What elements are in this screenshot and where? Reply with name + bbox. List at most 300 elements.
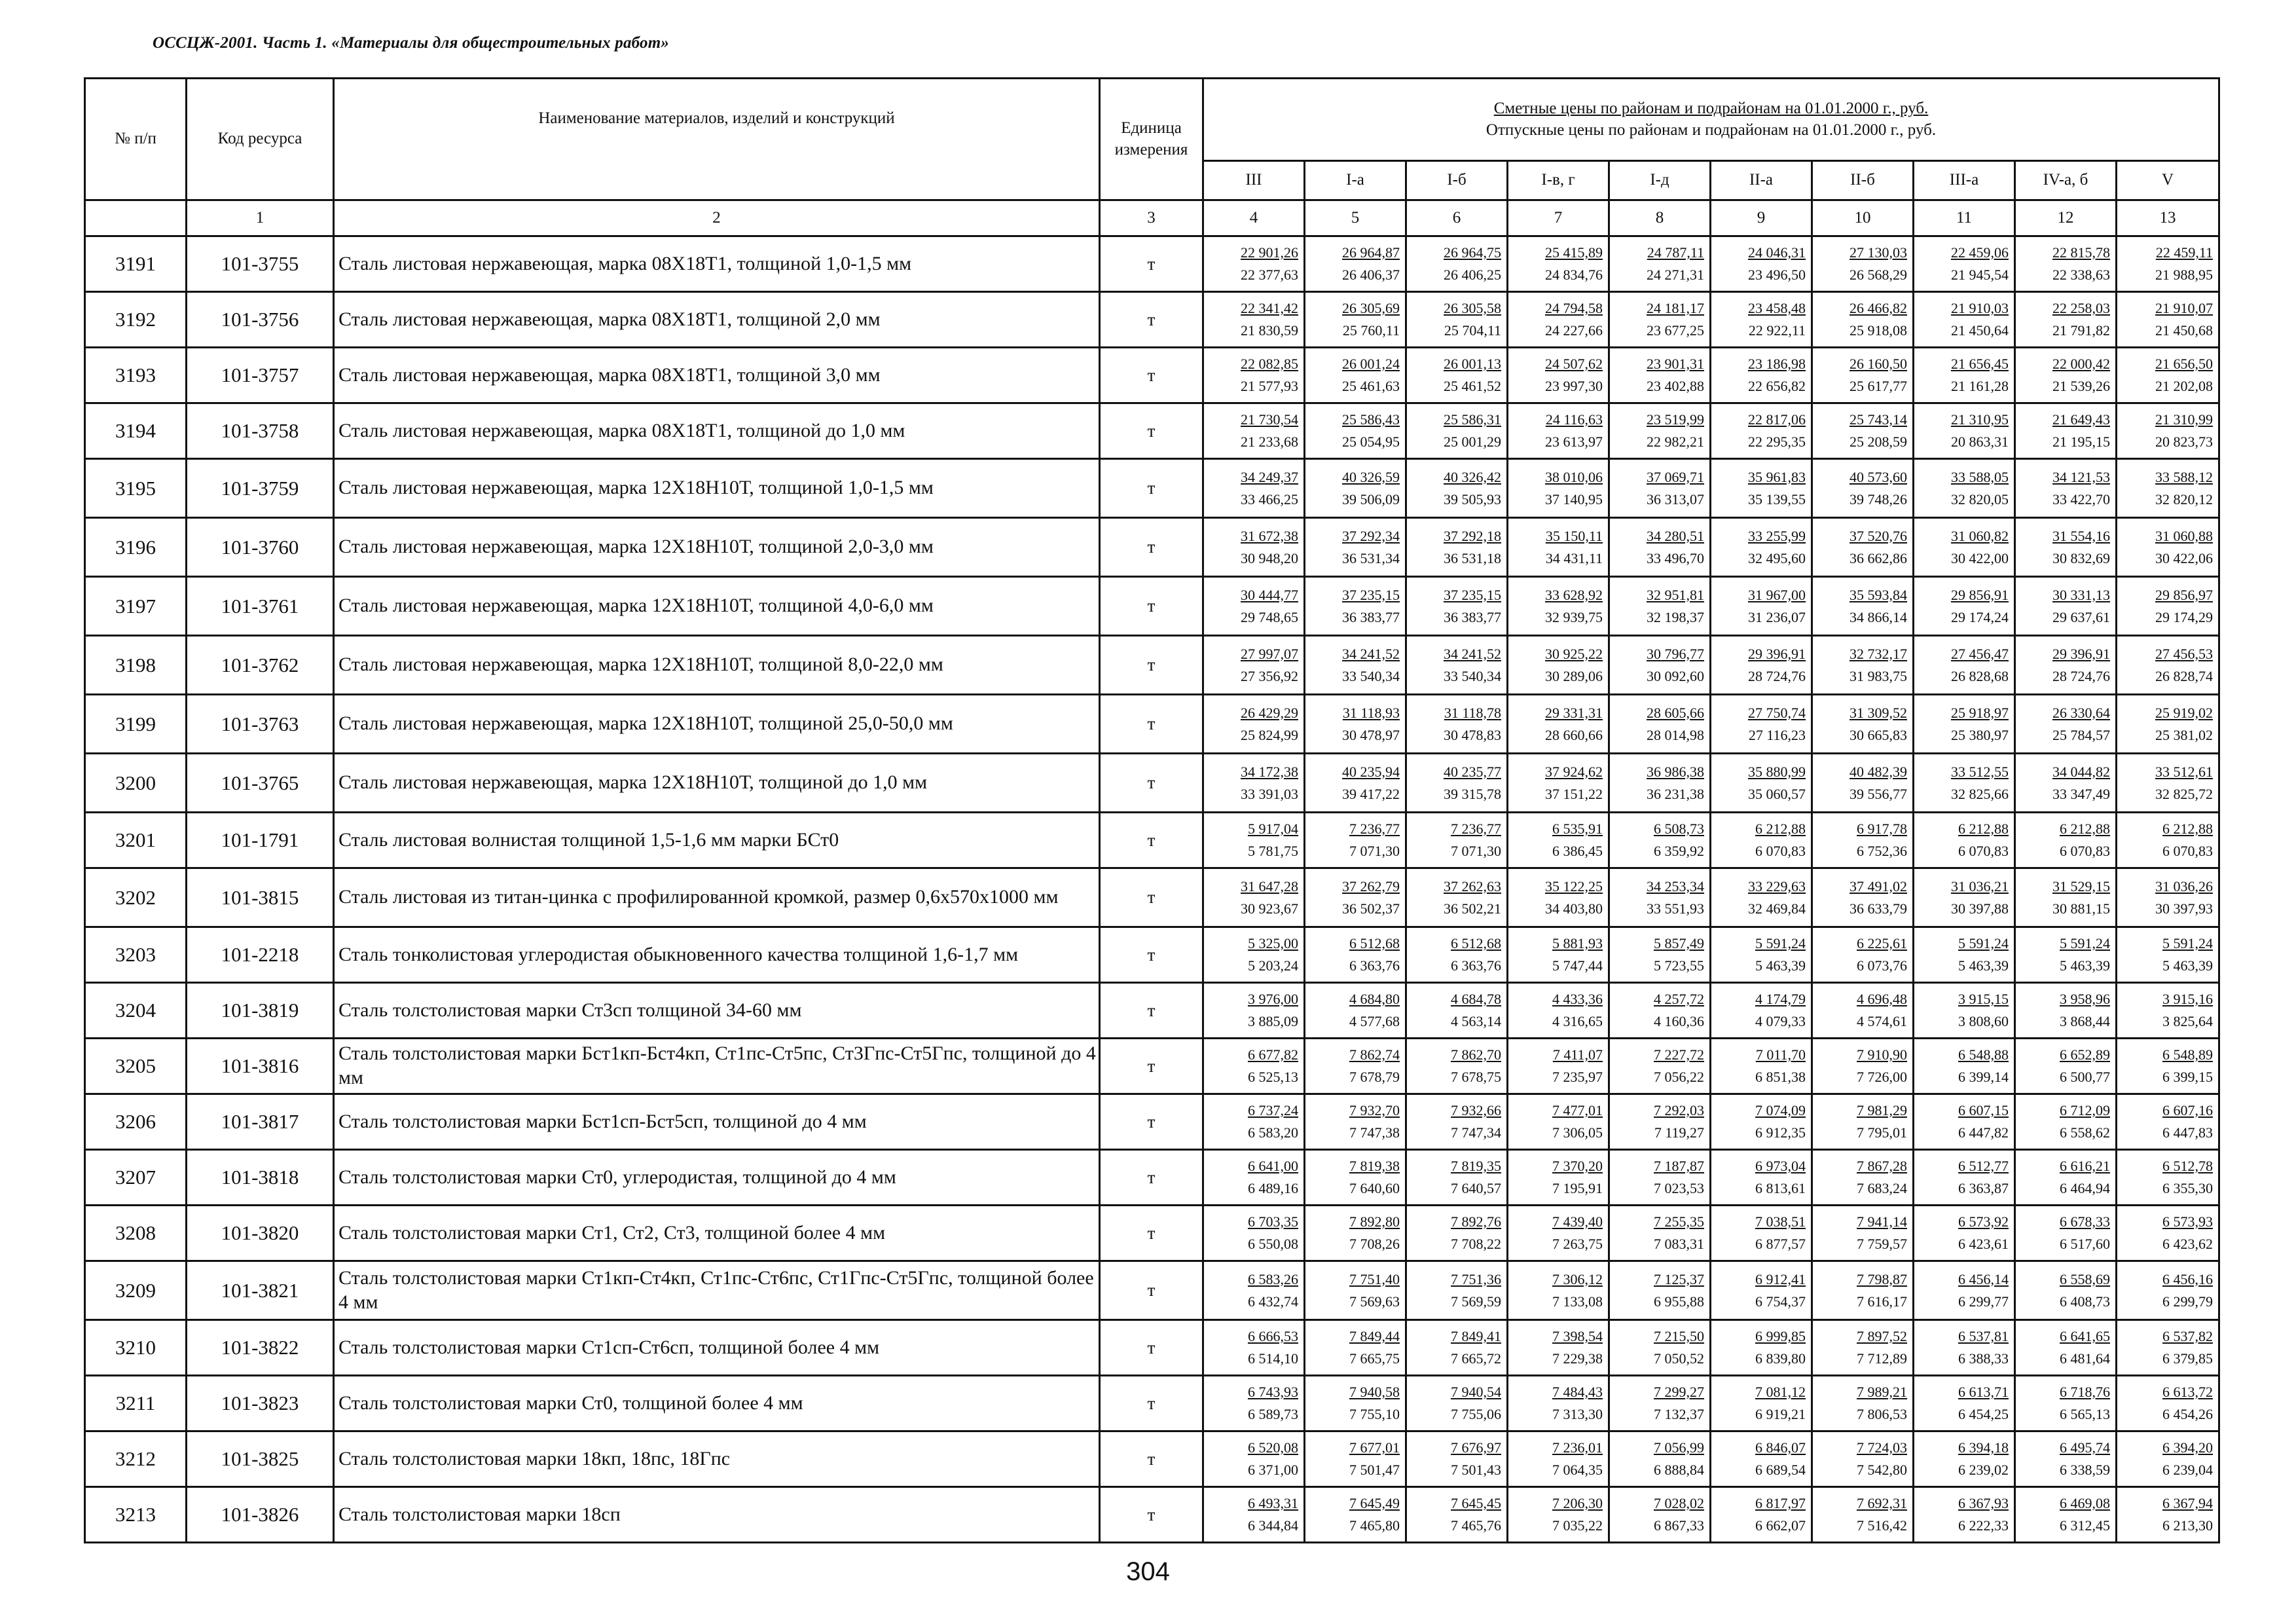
price-cell <box>1609 1094 1711 1150</box>
estimated-price: 37 262,63 <box>1444 877 1501 895</box>
price-cell <box>1508 236 1609 292</box>
unit-of-measure: т <box>1100 577 1203 636</box>
table-row <box>85 636 2219 695</box>
column-index: 10 <box>1812 200 1914 236</box>
table-row <box>85 292 2219 348</box>
price-cell <box>1305 1261 1406 1320</box>
release-price: 7 683,24 <box>1857 1180 1907 1196</box>
release-price: 30 422,00 <box>1951 549 2009 566</box>
price-cell <box>1203 1094 1305 1150</box>
price-cell <box>2015 1150 2117 1206</box>
release-price: 7 516,42 <box>1857 1517 1907 1534</box>
estimated-price: 6 512,68 <box>1349 935 1400 951</box>
price-cell <box>1203 1376 1305 1431</box>
price-cell <box>1711 403 1812 459</box>
estimated-price: 6 456,14 <box>1958 1270 2009 1287</box>
column-index: 13 <box>2117 200 2219 236</box>
resource-code: 101-3817 <box>187 1094 334 1150</box>
price-cell <box>1508 348 1609 403</box>
document-header: ОССЦЖ-2001. Часть 1. «Материалы для общестроительных работ» <box>153 34 670 52</box>
estimated-price: 37 262,79 <box>1342 877 1400 895</box>
release-price: 36 383,77 <box>1342 608 1400 625</box>
material-name: Сталь толстолистовая марки Ст0, толщиной более 4 мм <box>334 1376 1100 1431</box>
release-price: 39 506,09 <box>1342 490 1400 507</box>
release-price: 6 955,88 <box>1654 1293 1704 1310</box>
price-cell <box>2117 754 2219 813</box>
estimated-price: 6 535,91 <box>1552 821 1603 837</box>
estimated-price: 26 001,13 <box>1444 356 1501 372</box>
resource-code: 101-3760 <box>187 518 334 577</box>
release-price: 28 660,66 <box>1545 726 1603 743</box>
release-price: 6 213,30 <box>2162 1517 2214 1534</box>
resource-code: 101-3765 <box>187 754 334 813</box>
unit-of-measure: т <box>1100 983 1203 1039</box>
unit-of-measure: т <box>1100 236 1203 292</box>
price-cell <box>1508 1094 1609 1150</box>
price-cell <box>2015 1487 2117 1543</box>
row-number: 3195 <box>85 459 187 518</box>
release-price: 7 542,80 <box>1857 1462 1907 1478</box>
release-price: 36 383,77 <box>1444 608 1501 625</box>
estimated-price: 7 292,03 <box>1654 1102 1704 1118</box>
price-cell <box>1812 459 1914 518</box>
release-price: 25 824,99 <box>1241 726 1298 743</box>
resource-code: 101-3759 <box>187 459 334 518</box>
price-cell <box>1305 636 1406 695</box>
release-price: 7 747,34 <box>1451 1124 1501 1141</box>
estimated-price: 25 919,02 <box>2155 704 2214 721</box>
release-price: 34 403,80 <box>1545 900 1603 917</box>
column-index: 8 <box>1609 200 1711 236</box>
estimated-price: 38 010,06 <box>1545 468 1603 485</box>
estimated-price: 23 186,98 <box>1748 356 1806 372</box>
release-price: 6 867,33 <box>1654 1517 1704 1534</box>
release-price: 33 496,70 <box>1647 549 1704 566</box>
price-cell <box>2117 292 2219 348</box>
estimated-price: 6 613,72 <box>2162 1384 2214 1400</box>
release-price: 33 540,34 <box>1444 667 1501 684</box>
price-cell <box>2117 1039 2219 1094</box>
release-price: 21 202,08 <box>2155 378 2214 394</box>
price-cell <box>1914 1094 2015 1150</box>
price-cell <box>1609 927 1711 983</box>
release-price: 6 386,45 <box>1552 843 1603 859</box>
price-cell <box>2015 1039 2117 1094</box>
material-name: Сталь толстолистовая марки Ст3сп толщиной 34-60 мм <box>334 983 1100 1039</box>
estimated-price: 33 628,92 <box>1545 586 1603 603</box>
estimated-price: 7 941,14 <box>1857 1213 1907 1230</box>
estimated-price: 7 862,74 <box>1349 1046 1400 1063</box>
release-price: 37 151,22 <box>1545 785 1603 802</box>
release-price: 37 140,95 <box>1545 490 1603 507</box>
release-price: 6 464,94 <box>2060 1180 2110 1196</box>
price-cell <box>1812 348 1914 403</box>
table-row <box>85 754 2219 813</box>
release-price: 25 617,77 <box>1850 378 1907 394</box>
estimated-price: 24 046,31 <box>1748 244 1806 261</box>
release-price: 6 363,76 <box>1349 957 1400 974</box>
release-price: 25 760,11 <box>1342 322 1400 339</box>
price-cell <box>1711 1150 1812 1206</box>
resource-code: 101-3755 <box>187 236 334 292</box>
release-price: 36 531,34 <box>1342 549 1400 566</box>
price-cell <box>1609 1320 1711 1376</box>
estimated-price: 35 593,84 <box>1850 586 1907 603</box>
release-price: 7 056,22 <box>1654 1069 1704 1085</box>
row-number: 3208 <box>85 1206 187 1261</box>
estimated-price: 22 459,06 <box>1951 244 2009 261</box>
release-price: 23 613,97 <box>1545 434 1603 450</box>
estimated-price: 6 817,97 <box>1755 1495 1806 1511</box>
price-cell <box>1508 577 1609 636</box>
release-price: 3 885,09 <box>1248 1013 1298 1029</box>
estimated-price: 5 591,24 <box>2060 935 2110 951</box>
price-cell <box>1609 403 1711 459</box>
region-header: I-а <box>1305 161 1406 200</box>
estimated-price: 6 493,31 <box>1248 1495 1298 1511</box>
release-price: 5 463,39 <box>2162 957 2214 974</box>
estimated-price: 21 656,45 <box>1951 356 2009 372</box>
row-number: 3192 <box>85 292 187 348</box>
release-price: 6 299,79 <box>2162 1293 2214 1310</box>
estimated-price: 27 456,53 <box>2155 645 2214 662</box>
price-cell <box>1305 1487 1406 1543</box>
estimated-price: 32 951,81 <box>1647 586 1704 603</box>
release-price: 6 877,57 <box>1755 1236 1806 1252</box>
release-price: 30 289,06 <box>1545 667 1603 684</box>
release-price: 25 380,97 <box>1951 726 2009 743</box>
release-price: 7 678,79 <box>1349 1069 1400 1085</box>
estimated-price: 35 961,83 <box>1748 468 1806 485</box>
release-price: 6 525,13 <box>1248 1069 1298 1085</box>
estimated-price: 7 206,30 <box>1552 1495 1603 1511</box>
estimated-price: 23 458,48 <box>1748 300 1806 316</box>
row-number: 3207 <box>85 1150 187 1206</box>
price-cell <box>1914 983 2015 1039</box>
price-cell <box>1508 1261 1609 1320</box>
estimated-price: 4 684,80 <box>1349 991 1400 1007</box>
estimated-price: 23 519,99 <box>1647 411 1704 428</box>
estimated-price: 27 997,07 <box>1241 645 1298 662</box>
release-price: 36 313,07 <box>1647 490 1704 507</box>
row-number: 3211 <box>85 1376 187 1431</box>
price-cell <box>1711 1094 1812 1150</box>
column-index: 12 <box>2015 200 2117 236</box>
material-name: Сталь листовая нержавеющая, марка 08Х18Т1, толщиной 2,0 мм <box>334 292 1100 348</box>
price-cell <box>2117 636 2219 695</box>
release-price: 36 633,79 <box>1850 900 1907 917</box>
release-price: 33 540,34 <box>1342 667 1400 684</box>
price-cell <box>1914 1487 2015 1543</box>
release-price: 24 834,76 <box>1545 267 1603 283</box>
release-price: 6 073,76 <box>1857 957 1907 974</box>
estimated-price: 5 591,24 <box>1958 935 2009 951</box>
estimated-price: 6 394,20 <box>2162 1439 2214 1456</box>
release-price: 7 050,52 <box>1654 1350 1704 1367</box>
release-price: 26 568,29 <box>1850 267 1907 283</box>
release-price: 6 344,84 <box>1248 1517 1298 1534</box>
estimated-price: 7 011,70 <box>1755 1046 1806 1063</box>
estimated-price: 33 512,55 <box>1951 763 2009 780</box>
release-price: 6 222,33 <box>1958 1517 2009 1534</box>
estimated-price: 7 484,43 <box>1552 1384 1603 1400</box>
col-header-unit: Единица измерения <box>1100 79 1203 200</box>
release-price: 7 195,91 <box>1552 1180 1603 1196</box>
price-cell <box>1812 927 1914 983</box>
table-row <box>85 348 2219 403</box>
price-cell <box>1711 636 1812 695</box>
table-row <box>85 459 2219 518</box>
release-price: 6 423,61 <box>1958 1236 2009 1252</box>
release-price: 6 754,37 <box>1755 1293 1806 1310</box>
row-number: 3198 <box>85 636 187 695</box>
resource-code: 101-3823 <box>187 1376 334 1431</box>
release-price: 7 759,57 <box>1857 1236 1907 1252</box>
estimated-price: 34 121,53 <box>2052 468 2110 485</box>
price-cell <box>1812 518 1914 577</box>
unit-of-measure: т <box>1100 813 1203 868</box>
estimated-price: 7 236,01 <box>1552 1439 1603 1456</box>
estimated-price: 5 917,04 <box>1248 821 1298 837</box>
estimated-price: 7 819,38 <box>1349 1158 1400 1174</box>
release-price: 6 888,84 <box>1654 1462 1704 1478</box>
price-cell <box>1305 983 1406 1039</box>
release-price: 22 338,63 <box>2052 267 2110 283</box>
material-name: Сталь листовая нержавеющая, марка 12Х18Н10Т, толщиной 8,0-22,0 мм <box>334 636 1100 695</box>
release-price: 6 454,26 <box>2162 1406 2214 1422</box>
resource-code: 101-3761 <box>187 577 334 636</box>
price-cell <box>1914 1320 2015 1376</box>
row-number: 3206 <box>85 1094 187 1150</box>
price-cell <box>2117 927 2219 983</box>
release-price: 6 517,60 <box>2060 1236 2110 1252</box>
release-price: 7 678,75 <box>1451 1069 1501 1085</box>
price-cell <box>1812 983 1914 1039</box>
estimated-price: 22 258,03 <box>2052 300 2110 316</box>
price-cell <box>1609 1431 1711 1487</box>
unit-of-measure: т <box>1100 636 1203 695</box>
release-price: 6 813,61 <box>1755 1180 1806 1196</box>
estimated-price: 36 986,38 <box>1647 763 1704 780</box>
row-number: 3196 <box>85 518 187 577</box>
estimated-price: 6 912,41 <box>1755 1270 1806 1287</box>
estimated-price: 6 737,24 <box>1248 1102 1298 1118</box>
price-cell <box>1406 1150 1508 1206</box>
column-index: 11 <box>1914 200 2015 236</box>
price-cell <box>1711 983 1812 1039</box>
release-price: 7 064,35 <box>1552 1462 1603 1478</box>
estimated-price: 6 616,21 <box>2060 1158 2110 1174</box>
price-cell <box>1203 695 1305 754</box>
unit-of-measure: т <box>1100 1376 1203 1431</box>
release-price: 7 708,22 <box>1451 1236 1501 1252</box>
release-price: 23 496,50 <box>1748 267 1806 283</box>
estimated-price: 25 918,97 <box>1951 704 2009 721</box>
release-price: 21 450,64 <box>1951 322 2009 339</box>
release-price: 6 363,87 <box>1958 1180 2009 1196</box>
price-cell <box>1203 636 1305 695</box>
estimated-price: 7 981,29 <box>1857 1102 1907 1118</box>
price-cell <box>1914 1150 2015 1206</box>
release-price: 7 747,38 <box>1349 1124 1400 1141</box>
release-price: 5 463,39 <box>2060 957 2110 974</box>
column-index: 6 <box>1406 200 1508 236</box>
release-price: 6 379,85 <box>2162 1350 2214 1367</box>
price-cell <box>2015 348 2117 403</box>
estimated-price: 23 901,31 <box>1647 356 1704 372</box>
price-cell <box>1305 1206 1406 1261</box>
estimated-price: 6 973,04 <box>1755 1158 1806 1174</box>
price-cell <box>1711 868 1812 927</box>
price-cell <box>1914 1206 2015 1261</box>
estimated-price: 27 456,47 <box>1951 645 2009 662</box>
unit-of-measure: т <box>1100 1094 1203 1150</box>
price-cell <box>1406 1261 1508 1320</box>
release-price: 25 381,02 <box>2155 726 2214 743</box>
estimated-price: 4 174,79 <box>1755 991 1806 1007</box>
price-cell <box>1508 459 1609 518</box>
unit-of-measure: т <box>1100 518 1203 577</box>
estimated-price: 33 588,12 <box>2155 468 2214 485</box>
price-cell <box>2015 403 2117 459</box>
estimated-price: 7 849,41 <box>1451 1328 1501 1344</box>
resource-code: 101-3821 <box>187 1261 334 1320</box>
estimated-price: 30 925,22 <box>1545 645 1603 662</box>
estimated-price: 5 325,00 <box>1248 935 1298 951</box>
release-price: 30 478,97 <box>1342 726 1400 743</box>
column-index: 2 <box>334 200 1100 236</box>
estimated-price: 7 989,21 <box>1857 1384 1907 1400</box>
price-cell <box>2015 695 2117 754</box>
estimated-price: 3 958,96 <box>2060 991 2110 1007</box>
row-number: 3200 <box>85 754 187 813</box>
price-cell <box>1203 1206 1305 1261</box>
estimated-price: 24 507,62 <box>1545 356 1603 372</box>
price-cell <box>2117 868 2219 927</box>
release-price: 6 359,92 <box>1654 843 1704 859</box>
price-cell <box>2015 292 2117 348</box>
estimated-price: 30 331,13 <box>2052 586 2110 603</box>
release-price: 7 083,31 <box>1654 1236 1704 1252</box>
estimated-price: 6 394,18 <box>1958 1439 2009 1456</box>
estimated-price: 22 901,26 <box>1241 244 1298 261</box>
release-price: 39 315,78 <box>1444 785 1501 802</box>
price-cell <box>1406 927 1508 983</box>
estimated-price: 7 411,07 <box>1552 1046 1603 1063</box>
estimated-price: 6 573,93 <box>2162 1213 2214 1230</box>
table-row <box>85 1206 2219 1261</box>
column-index: 1 <box>187 200 334 236</box>
estimated-price: 29 856,97 <box>2155 586 2214 603</box>
price-cell <box>1203 403 1305 459</box>
price-cell <box>2015 983 2117 1039</box>
release-price: 3 868,44 <box>2060 1013 2110 1029</box>
estimated-price: 7 819,35 <box>1451 1158 1501 1174</box>
release-price: 32 820,12 <box>2155 490 2214 507</box>
estimated-price: 22 082,85 <box>1241 356 1298 372</box>
resource-code: 101-1791 <box>187 813 334 868</box>
row-number: 3201 <box>85 813 187 868</box>
unit-of-measure: т <box>1100 348 1203 403</box>
release-price: 34 866,14 <box>1850 608 1907 625</box>
release-price: 6 239,02 <box>1958 1462 2009 1478</box>
estimated-price: 40 482,39 <box>1850 763 1907 780</box>
release-price: 21 161,28 <box>1951 378 2009 394</box>
release-price: 20 823,73 <box>2155 434 2214 450</box>
price-cell <box>1609 348 1711 403</box>
material-name: Сталь толстолистовая марки 18кп, 18пс, 18Гпс <box>334 1431 1100 1487</box>
release-price: 24 271,31 <box>1647 267 1704 283</box>
estimated-price: 6 508,73 <box>1654 821 1704 837</box>
price-cell <box>1203 348 1305 403</box>
estimated-price: 27 750,74 <box>1748 704 1806 721</box>
price-cell <box>1609 577 1711 636</box>
estimated-price: 7 751,36 <box>1451 1270 1501 1287</box>
release-price: 5 747,44 <box>1552 957 1603 974</box>
estimated-price: 26 964,75 <box>1444 244 1501 261</box>
estimated-price: 4 257,72 <box>1654 991 1704 1007</box>
price-cell <box>1406 636 1508 695</box>
estimated-price: 22 000,42 <box>2052 356 2110 372</box>
price-cell <box>1711 1431 1812 1487</box>
estimated-price: 26 305,58 <box>1444 300 1501 316</box>
release-price: 30 092,60 <box>1647 667 1704 684</box>
release-price: 21 988,95 <box>2155 267 2214 283</box>
estimated-price: 22 815,78 <box>2052 244 2110 261</box>
release-price: 26 406,37 <box>1342 267 1400 283</box>
price-cell <box>1914 518 2015 577</box>
estimated-price: 6 641,65 <box>2060 1328 2110 1344</box>
material-name: Сталь листовая нержавеющая, марка 12Х18Н10Т, толщиной до 1,0 мм <box>334 754 1100 813</box>
release-price: 32 825,72 <box>2155 785 2214 802</box>
price-cell <box>1406 236 1508 292</box>
estimated-price: 6 212,88 <box>1958 821 2009 837</box>
price-cell <box>2117 1261 2219 1320</box>
release-price: 29 748,65 <box>1241 608 1298 625</box>
release-price: 33 466,25 <box>1241 490 1298 507</box>
estimated-price: 32 732,17 <box>1850 645 1907 662</box>
estimated-price: 37 520,76 <box>1850 527 1907 544</box>
release-price: 6 432,74 <box>1248 1293 1298 1310</box>
unit-of-measure: т <box>1100 695 1203 754</box>
release-price: 7 119,27 <box>1654 1124 1704 1141</box>
release-price: 30 832,69 <box>2052 549 2110 566</box>
estimated-price: 7 227,72 <box>1654 1046 1704 1063</box>
price-cell <box>1914 348 2015 403</box>
page-number: 304 <box>1126 1557 1170 1586</box>
estimated-price: 5 591,24 <box>1755 935 1806 951</box>
price-cell <box>1914 636 2015 695</box>
price-cell <box>2117 1487 2219 1543</box>
price-cell <box>2117 695 2219 754</box>
price-cell <box>1914 459 2015 518</box>
release-price: 6 338,59 <box>2060 1462 2110 1478</box>
estimated-price: 7 081,12 <box>1755 1384 1806 1400</box>
release-price: 7 035,22 <box>1552 1517 1603 1534</box>
estimated-price: 37 292,18 <box>1444 527 1501 544</box>
price-cell <box>2117 1150 2219 1206</box>
price-cell <box>2117 518 2219 577</box>
price-cell <box>2015 1376 2117 1431</box>
price-cell <box>2015 813 2117 868</box>
release-price: 7 616,17 <box>1857 1293 1907 1310</box>
price-cell <box>1914 1039 2015 1094</box>
resource-code: 101-3825 <box>187 1431 334 1487</box>
price-cell <box>2117 236 2219 292</box>
price-cell <box>1609 868 1711 927</box>
price-cell <box>1711 1039 1812 1094</box>
release-price: 7 132,37 <box>1654 1406 1704 1422</box>
